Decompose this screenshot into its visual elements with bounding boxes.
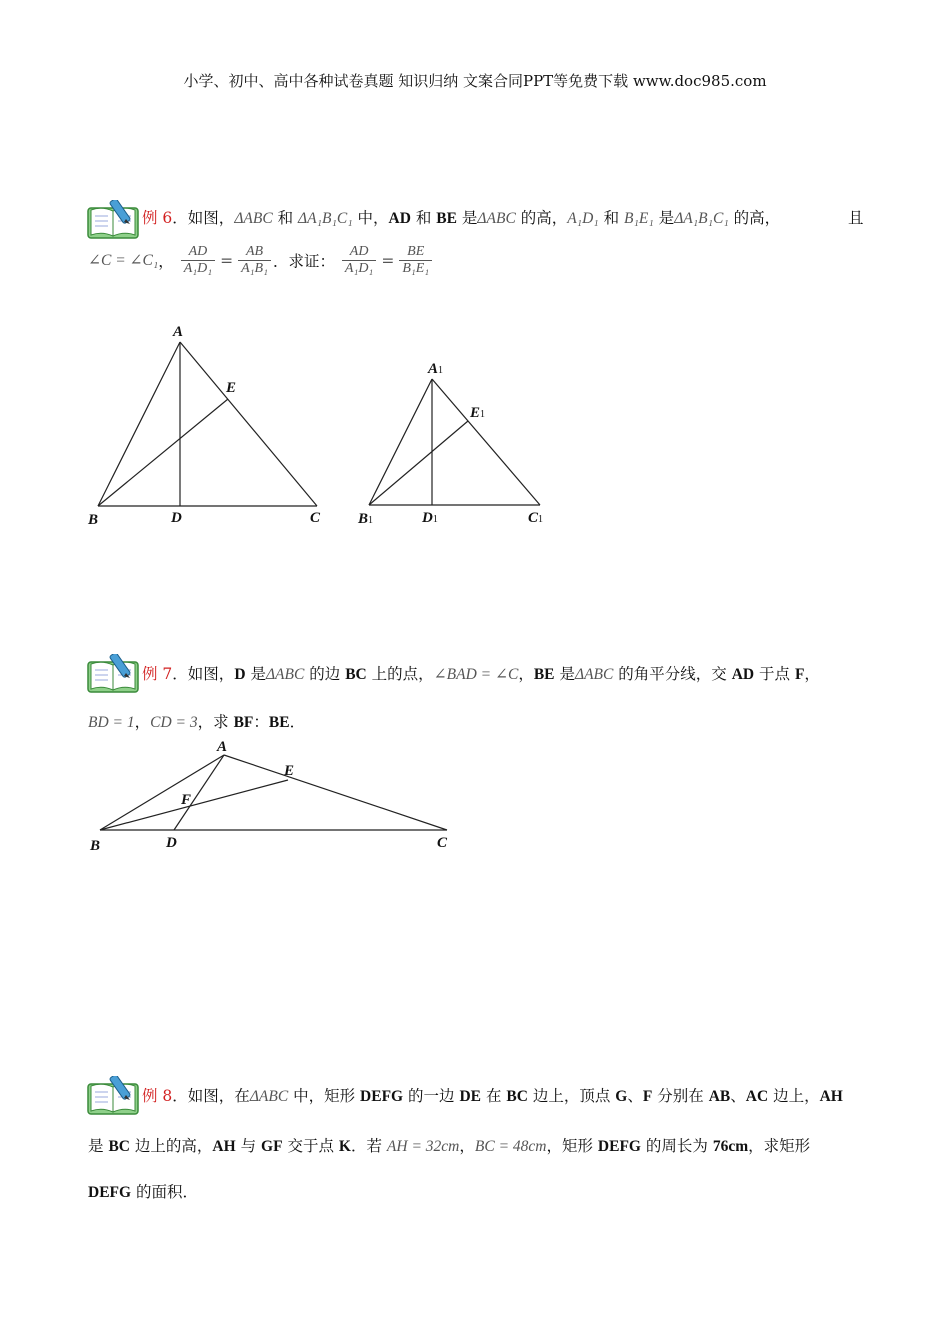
point-e: E [284,763,295,779]
text: 在 [481,1087,507,1105]
text: 于点 [754,665,795,683]
text: ，求矩形 [748,1137,811,1155]
math: A₁D₁ [567,210,599,227]
ex7-line2 [88,710,305,732]
text: ．如图， [172,209,235,227]
text: 的面积． [131,1183,198,1201]
text: 的边 [304,665,346,683]
book-pencil-icon [86,200,142,242]
point-e1: E1 [470,405,486,421]
side-ac [180,342,317,506]
bold-term: AC [745,1088,769,1105]
math: ΔABC [265,666,305,683]
segment-be [100,780,288,830]
point-e: E [226,380,237,396]
equals: = [220,251,234,270]
bold-term: K [338,1138,351,1155]
text: ， [158,252,174,271]
math: ΔABC [477,210,516,227]
bold-term: BF [233,714,254,731]
point-c1: C1 [528,510,544,526]
point-f: F [181,792,192,808]
math: BD = 1 [88,714,135,731]
text: 的高， [728,209,781,227]
text: ．求证： [272,252,335,271]
text: ，求 [197,713,234,731]
book-pencil-icon [86,654,142,696]
ex6-qie: 且 [848,209,864,227]
bold-term: BC [506,1088,528,1105]
ex8-line3 [88,1180,198,1202]
denominator: B₁E₁ [402,261,430,276]
bold-term: G [615,1088,628,1105]
math: ΔA₁B₁C₁ [674,210,729,227]
math: ΔABC [574,666,614,683]
ex8-line1 [142,1084,843,1106]
bold-term: D [234,666,246,683]
side-ab [100,755,224,830]
ex7-label: 例 7 [142,665,173,683]
bold-term: 76cm [712,1138,749,1155]
text: ， [518,665,534,683]
text: 和 [598,209,625,227]
math: ∠BAD = ∠C [433,666,519,683]
ex7-line1 [142,662,820,684]
text: 的周长为 [640,1137,713,1155]
point-b: B [88,512,99,528]
text: 边上的高， [129,1137,213,1155]
text: ．若 [350,1137,387,1155]
text: ．如图，在 [172,1087,250,1105]
point-a1: A1 [428,361,444,377]
numerator: AB [238,244,271,261]
side-a1b1 [369,379,432,505]
point-c: C [437,835,448,851]
ex8-label: 例 8 [142,1087,173,1105]
point-a: A [173,324,184,340]
numerator: AD [342,244,376,261]
bold-term: AH [212,1138,236,1155]
bold-term: BC [108,1138,130,1155]
text: 与 [235,1137,262,1155]
math: ΔABC [249,1088,289,1105]
point-d: D [171,510,182,526]
text: ， [459,1137,475,1155]
bold-term: AD [388,210,411,227]
fraction [238,244,271,277]
text: ． [289,713,306,731]
bold-term: DEFG [597,1138,641,1155]
text: 和 [410,209,437,227]
text: ： [253,713,269,731]
math: B₁E₁ [624,210,654,227]
text: 是 [554,665,575,683]
text: 的高， [515,209,568,227]
figure-triangle-a1b1c1 [350,355,560,535]
fraction [342,244,376,277]
text: ．如图， [172,665,235,683]
altitude-b1e1 [369,421,468,505]
text: 边上，顶点 [527,1087,616,1105]
math: CD = 3 [150,714,198,731]
figure-triangle-ex7 [84,738,464,858]
text: 、 [627,1087,643,1105]
bold-term: DEFG [88,1184,132,1201]
bold-term: GF [261,1138,283,1155]
numerator: BE [399,244,432,261]
text: 边上， [768,1087,820,1105]
book-pencil-icon [86,1076,142,1118]
bold-term: AH [819,1088,843,1105]
text: ， [134,713,151,731]
side-a1c1 [432,379,540,505]
text: 是 [245,665,266,683]
side-ab [98,342,180,506]
ex6-label: 例 6 [142,209,173,227]
text: 的角平分线，交 [613,665,732,683]
bold-term: AB [708,1088,731,1105]
bold-term: DE [459,1088,482,1105]
denominator: A₁B₁ [241,261,268,276]
text: 中，矩形 [288,1087,361,1105]
point-a: A [217,739,228,755]
point-b1: B1 [358,511,374,527]
bold-term: AD [731,666,755,683]
text: 是 [456,209,478,227]
bold-term: BE [268,714,290,731]
ex6-line1 [142,206,780,228]
text: 和 [272,209,299,227]
bold-term: BE [533,666,555,683]
math: ΔABC [234,210,273,227]
figure-triangle-abc [80,320,340,530]
point-b: B [90,838,101,854]
text: 是 [653,209,675,227]
point-c: C [310,510,321,526]
ex6-line2 [88,244,434,277]
text: ，矩形 [546,1137,598,1155]
text: ， [804,665,820,683]
text: 的一边 [403,1087,460,1105]
point-d: D [166,835,177,851]
denominator: A₁D₁ [344,261,374,276]
text: 、 [730,1087,746,1105]
denominator: A₁D₁ [183,261,213,276]
equals: = [381,251,395,270]
point-d1: D1 [422,510,438,526]
altitude-be [98,399,228,506]
text: 中， [352,209,389,227]
bold-term: DEFG [360,1088,404,1105]
bold-term: F [794,666,805,683]
bold-term: BE [436,210,457,227]
text: 交于点 [282,1137,339,1155]
text: 是 [88,1137,109,1155]
math: ΔA₁B₁C₁ [298,210,353,227]
numerator: AD [181,244,215,261]
ex8-line2 [88,1134,810,1156]
bold-term: F [642,1088,653,1105]
fraction [399,244,432,277]
side-ac [224,755,447,830]
text: 上的点， [366,665,434,683]
math: ∠C = ∠C₁ [88,252,159,269]
page-header: 小学、初中、高中各种试卷真题 知识归纳 文案合同PPT等免费下载 www.doc985.com [183,72,767,90]
bold-term: BC [345,666,367,683]
math: AH = 32cm [386,1138,460,1155]
fraction [181,244,215,277]
math: BC = 48cm [474,1138,547,1155]
text: 分别在 [652,1087,709,1105]
